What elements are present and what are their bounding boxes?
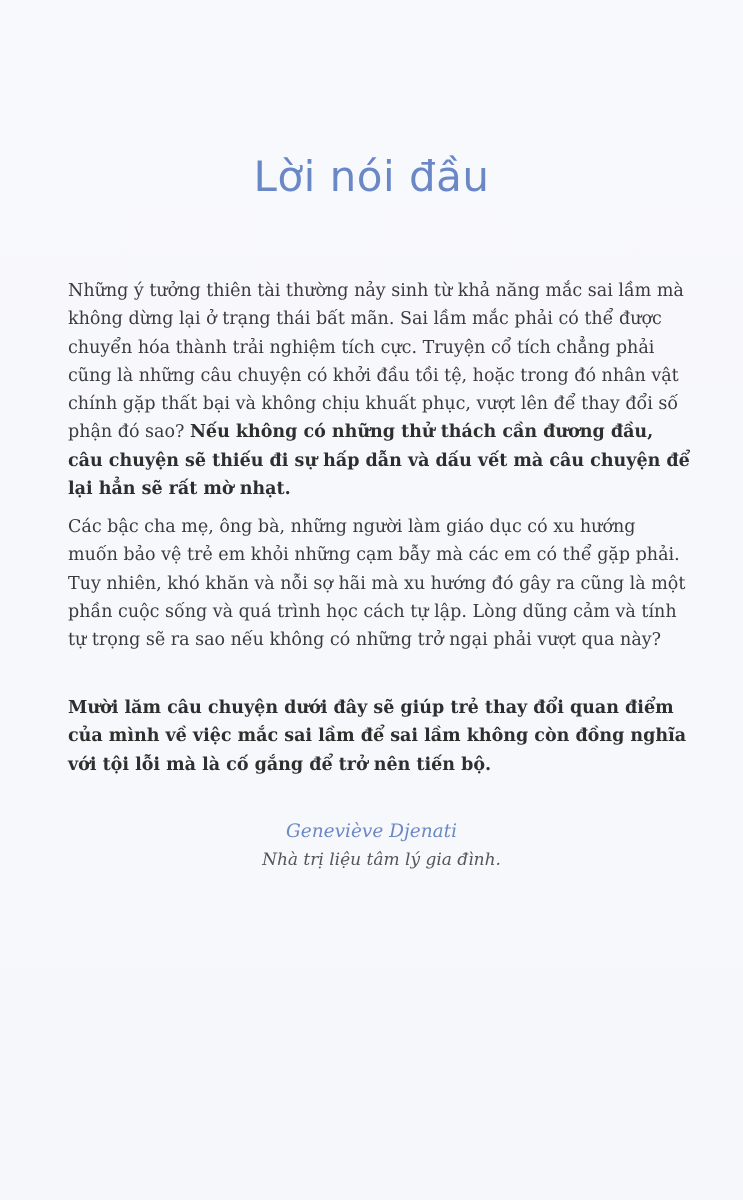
author-name: Geneviève Djenati xyxy=(286,821,457,842)
paragraph-intro xyxy=(68,277,690,503)
paragraph-intro-emphasis: Nếu không có những thử thách cần đương đầu, câu chuyện sẽ thiếu đi sự hấp dẫn và dấu vết mà câu chuyện để lại hẳn sẽ rất mờ nhạt. xyxy=(68,422,690,500)
author-role: Nhà trị liệu tâm lý gia đình. xyxy=(262,850,501,870)
paragraph-parents: Các bậc cha mẹ, ông bà, những người làm giáo dục có xu hướng muốn bảo vệ trẻ em khỏi những cạm bẫy mà các em có thể gặp phải. Tuy nhiên, khó khăn và nỗi sợ hãi mà xu hướng đó gây ra cũng là một phần cuộc sống và quá trình học cách tự lập. Lòng dũng cảm và tính tự trọng sẽ ra sao nếu không có những trở ngại phải vượt qua này? xyxy=(68,517,686,651)
page-title: Lời nói đầu xyxy=(253,152,490,201)
paragraph-summary: Mười lăm câu chuyện dưới đây sẽ giúp trẻ thay đổi quan điểm của mình về việc mắc sai lầm để sai lầm không còn đồng nghĩa với tội lỗi mà là cố gắng để trở nên tiến bộ. xyxy=(68,698,687,775)
paragraph-intro-text: Những ý tưởng thiên tài thường nảy sinh từ khả năng mắc sai lầm mà không dừng lại ở trạng thái bất mãn. Sai lầm mắc phải có thể được chuyển hóa thành trải nghiệm tích cực. Truyện cổ tích chẳng phải cũng là những câu chuyện có khởi đầu tồi tệ, hoặc trong đó nhân vật chính gặp thất bại và không chịu khuất phục, vượt lên để thay đổi số phận đó sao? xyxy=(68,281,684,443)
author-signature xyxy=(0,817,743,873)
